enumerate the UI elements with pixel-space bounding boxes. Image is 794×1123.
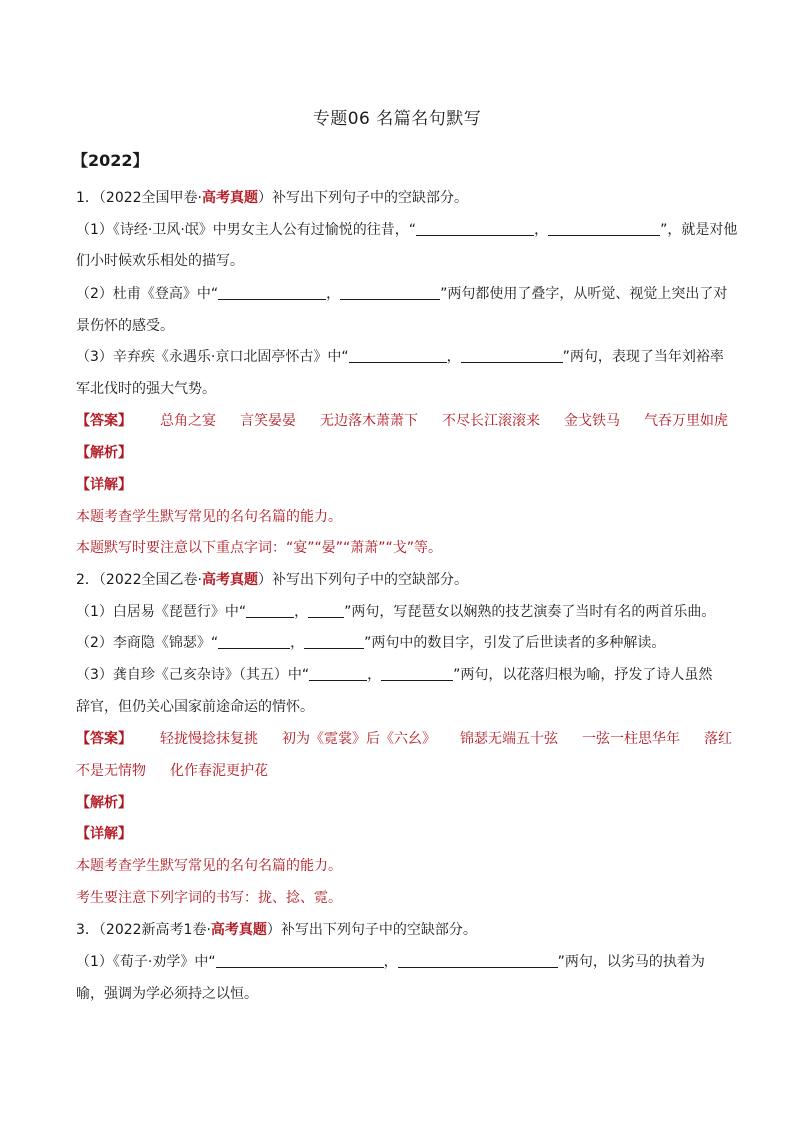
q3-source-tag: 高考真题 bbox=[210, 922, 267, 938]
q1-sub2-cont: 景伤怀的感受。 bbox=[76, 318, 174, 334]
answer-blank[interactable] bbox=[381, 666, 453, 681]
q3-sub1: （1）《荀子·劝学》中“ ， ”两句，以劣马的执着为 bbox=[76, 954, 705, 970]
q1-analysis-label: 【解析】 bbox=[76, 445, 132, 461]
answer-blank[interactable] bbox=[304, 634, 364, 649]
q1-sub1: （1）《诗经·卫风·氓》中男女主人公有过愉悦的往昔，“ ， ”，就是对他 bbox=[76, 222, 738, 238]
q2-source-tag: 高考真题 bbox=[202, 572, 259, 588]
answer-blank[interactable] bbox=[548, 221, 660, 236]
q1-detail-2: 本题默写时要注意以下重点字词：“宴”“晏”“萧萧”“戈”等。 bbox=[76, 540, 443, 556]
q2-stem: 2．（2022全国乙卷·高考真题）补写出下列句子中的空缺部分。 bbox=[76, 572, 469, 588]
year-heading: 【2022】 bbox=[72, 151, 149, 170]
q1-sub3: （3）辛弃疾《永遇乐·京口北固亭怀古》中“ ， ”两句，表现了当年刘裕率 bbox=[76, 349, 724, 365]
q2-detail-2: 考生要注意下列字词的书写：拢、捻、霓。 bbox=[76, 890, 342, 906]
q2-sub1: （1）白居易《琵琶行》中“ ， ”两句，写琵琶女以娴熟的技艺演奏了当时有名的两首乐曲。 bbox=[76, 604, 716, 620]
q1-detail-1: 本题考查学生默写常见的名句名篇的能力。 bbox=[76, 509, 342, 525]
answer-blank[interactable] bbox=[349, 348, 447, 363]
answer-blank[interactable] bbox=[218, 285, 326, 300]
q1-sub1-cont: 们小时候欢乐相处的描写。 bbox=[76, 253, 244, 269]
q2-detail-label: 【详解】 bbox=[76, 826, 132, 842]
answer-blank[interactable] bbox=[218, 634, 290, 649]
q2-sub2: （2）李商隐《锦瑟》“ ， ”两句中的数目字，引发了后世读者的多种解读。 bbox=[76, 635, 666, 651]
q3-stem: 3．（2022新高考1卷·高考真题）补写出下列句子中的空缺部分。 bbox=[76, 922, 477, 938]
q2-analysis-label: 【解析】 bbox=[76, 795, 132, 811]
answer-blank[interactable] bbox=[216, 953, 384, 968]
page-title: 专题06 名篇名句默写 bbox=[312, 109, 482, 129]
answer-blank[interactable] bbox=[340, 285, 440, 300]
answer-blank[interactable] bbox=[416, 221, 534, 236]
q3-sub1-cont: 喻，强调为学必须持之以恒。 bbox=[76, 986, 258, 1002]
q2-answer: 【答案】 轻拢慢捻抹复挑 初为《霓裳》后《六幺》 锦瑟无端五十弦 一弦一柱思华年 落红 bbox=[76, 731, 732, 747]
q1-answer: 【答案】 总角之宴 言笑晏晏 无边落木萧萧下 不尽长江滚滚来 金戈铁马 气吞万里如虎 bbox=[76, 413, 728, 429]
q2-sub3-cont: 辞官，但仍关心国家前途命运的情怀。 bbox=[76, 699, 314, 715]
answer-blank[interactable] bbox=[308, 603, 344, 618]
q1-sub2: （2）杜甫《登高》中“ ， ”两句都使用了叠字，从听觉、视觉上突出了对 bbox=[76, 286, 728, 302]
answer-blank[interactable] bbox=[398, 953, 558, 968]
answer-blank[interactable] bbox=[246, 603, 294, 618]
q1-sub3-cont: 军北伐时的强大气势。 bbox=[76, 381, 216, 397]
q1-stem: 1．（2022全国甲卷·高考真题）补写出下列句子中的空缺部分。 bbox=[76, 190, 469, 206]
q1-source-tag: 高考真题 bbox=[202, 190, 259, 206]
q2-sub3: （3）龚自珍《己亥杂诗》（其五）中“ ， ”两句，以花落归根为喻，抒发了诗人虽然 bbox=[76, 667, 713, 683]
answer-blank[interactable] bbox=[461, 348, 563, 363]
q2-detail-1: 本题考查学生默写常见的名句名篇的能力。 bbox=[76, 858, 342, 874]
answer-blank[interactable] bbox=[309, 666, 367, 681]
q1-detail-label: 【详解】 bbox=[76, 477, 132, 493]
q2-answer-cont: 不是无情物 化作春泥更护花 bbox=[76, 763, 268, 779]
